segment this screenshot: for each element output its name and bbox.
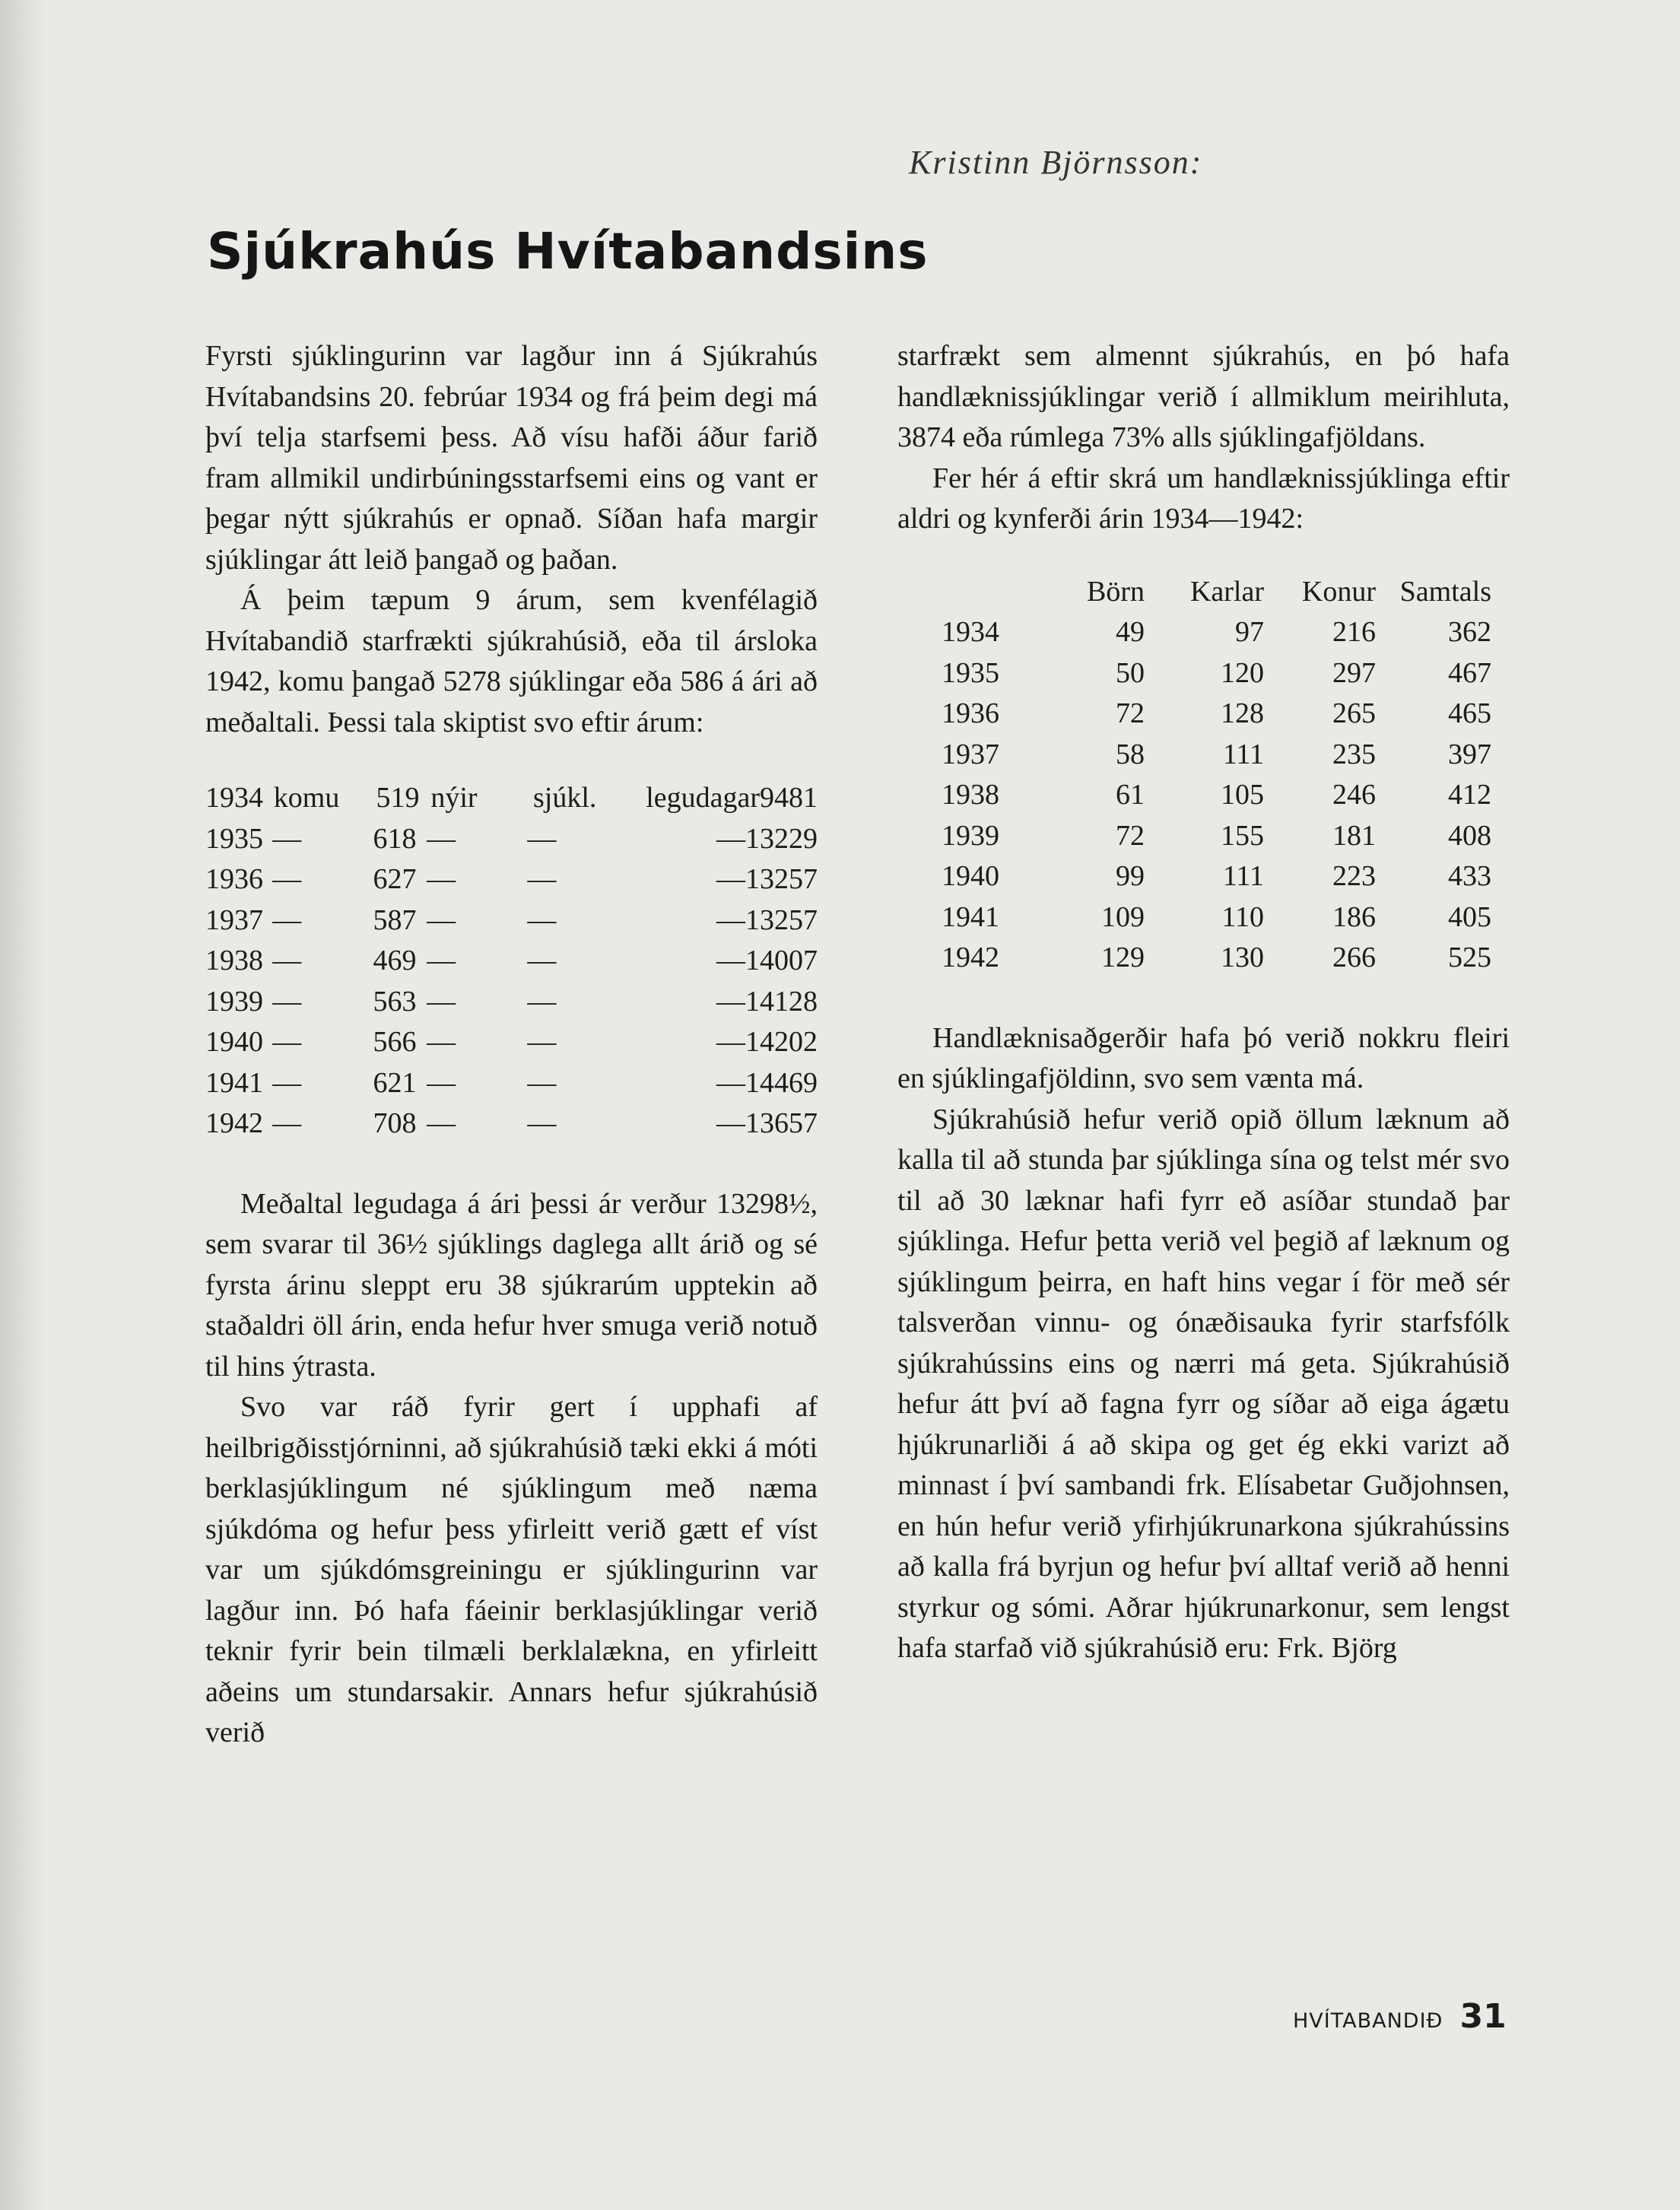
article-title: Sjúkrahús Hvítabandsins bbox=[207, 222, 929, 281]
table-cell: 111 bbox=[1222, 860, 1264, 892]
table-cell: 50 bbox=[1116, 656, 1145, 689]
paragraph: Á þeim tæpum 9 árum, sem kvenfélagið Hvítabandið starfrækti sjúkrahúsið, eða til ársloka 1942, komu þangað 5278 sjúklingar eða 586 á ári að meðaltali. Þessi tala skiptist svo eftir árum: bbox=[205, 584, 818, 738]
row-year: 1941 bbox=[942, 900, 999, 933]
paragraph: Fyrsti sjúklingurinn var lagður inn á Sjúkrahús Hvítabandsins 20. febrúar 1934 og frá þeim degi má því telja starfsemi þess. Að vísu hafði áður farið fram allmikil undirbúningsstarfsemi eins og vant er þegar nýtt sjúkrahús er opnað. Síðan hafa margir sjúklingar átt leið þangað og þaðan. bbox=[205, 340, 818, 576]
right-column bbox=[897, 336, 1510, 1669]
table-cell: 97 bbox=[1235, 616, 1264, 648]
paragraph: starfrækt sem almennt sjúkrahús, en þó hafa handlæknissjúklingar verið í allmiklum meirihluta, 3874 eða rúmlega 73% alls sjúklingafjöldans. bbox=[897, 340, 1510, 453]
table-cell: 408 bbox=[1448, 819, 1491, 852]
column-header: Karlar bbox=[1189, 575, 1264, 608]
page-footer bbox=[1293, 1997, 1507, 2036]
table-cell: 99 bbox=[1116, 860, 1145, 892]
table-cell: 467 bbox=[1448, 656, 1491, 689]
row-year: 1939 bbox=[942, 819, 999, 852]
page-gutter bbox=[0, 0, 46, 2210]
table-cell: 265 bbox=[1332, 697, 1376, 729]
table-cell: 405 bbox=[1448, 900, 1491, 933]
list-item: 1934 komu 519 nýir sjúkl. legudagar 9481 bbox=[205, 782, 818, 814]
list-item: 1939 — 563 — — — 14128 bbox=[205, 985, 818, 1018]
table-row bbox=[897, 856, 1491, 897]
table-cell: 181 bbox=[1332, 819, 1376, 852]
list-item: 1941 — 621 — — — 14469 bbox=[205, 1066, 818, 1099]
table-cell: 110 bbox=[1221, 900, 1264, 933]
table-cell: 105 bbox=[1221, 779, 1264, 811]
table-row bbox=[897, 816, 1491, 857]
table-cell: 111 bbox=[1222, 738, 1264, 770]
list-item: 1938 — 469 — — — 14007 bbox=[205, 945, 818, 976]
table-cell: 130 bbox=[1221, 941, 1264, 973]
table-row bbox=[897, 612, 1491, 653]
list-item: 1935 — 618 — — — 13229 bbox=[205, 822, 818, 855]
row-year: 1940 bbox=[942, 860, 999, 892]
table-row bbox=[897, 694, 1491, 735]
column-header: Samtals bbox=[1399, 575, 1491, 608]
admissions-list bbox=[205, 778, 818, 1145]
column-header: Börn bbox=[1087, 575, 1145, 608]
paragraph: Svo var ráð fyrir gert í upphafi af heilbrigðisstjórninni, að sjúkrahúsið tæki ekki á móti berklasjúklingum né sjúklingum með næma sjúkdóma og hefur þess yfirleitt verið gætt ef víst var um sjúkdómsgreiningu er sjúklingurinn var lagður inn. Þó hafa fáeinir berklasjúklingar verið teknir fyrir bein tilmæli berklalækna, en yfirleitt aðeins um stundarsakir. Annars hefur sjúkrahúsið verið bbox=[205, 1391, 818, 1748]
table-cell: 109 bbox=[1101, 900, 1145, 933]
table-cell: 49 bbox=[1116, 616, 1145, 648]
table-cell: 433 bbox=[1448, 860, 1491, 892]
paragraph: Meðaltal legudaga á ári þessi ár verður 13298½, sem svarar til 36½ sjúklings daglega allt árið og sé fyrsta árinu sleppt eru 38 sjúkrarúm upptekin að staðaldri öll árin, enda hefur hver smuga verið notuð til hins ýtrasta. bbox=[205, 1187, 818, 1383]
surgical-patients-table bbox=[897, 572, 1491, 979]
table-cell: 362 bbox=[1448, 616, 1491, 648]
table-cell: 525 bbox=[1448, 941, 1491, 973]
table-cell: 246 bbox=[1332, 779, 1376, 811]
table-row bbox=[897, 938, 1491, 979]
table-cell: 129 bbox=[1101, 941, 1145, 973]
table-cell: 235 bbox=[1332, 738, 1376, 770]
table-cell: 465 bbox=[1448, 697, 1491, 729]
paragraph: Handlæknisaðgerðir hafa þó verið nokkru fleiri en sjúklingafjöldinn, svo sem vænta má. bbox=[897, 1021, 1510, 1094]
row-year: 1942 bbox=[942, 941, 999, 973]
table-cell: 58 bbox=[1116, 738, 1145, 770]
table-cell: 223 bbox=[1332, 860, 1376, 892]
list-item: 1940 — 566 — — — 14202 bbox=[205, 1026, 818, 1058]
table-cell: 412 bbox=[1448, 779, 1491, 811]
table-cell: 128 bbox=[1221, 697, 1264, 729]
table-cell: 297 bbox=[1332, 656, 1376, 689]
left-column bbox=[205, 336, 818, 1754]
row-year: 1938 bbox=[942, 779, 999, 811]
page-number: 31 bbox=[1459, 1997, 1507, 2036]
row-year: 1934 bbox=[942, 616, 999, 648]
table-row bbox=[897, 775, 1491, 816]
table-cell: 72 bbox=[1116, 819, 1145, 852]
list-item: 1937 — 587 — — — 13257 bbox=[205, 903, 818, 936]
table-cell: 397 bbox=[1448, 738, 1491, 770]
table-cell: 186 bbox=[1332, 900, 1376, 933]
table-cell: 216 bbox=[1332, 616, 1376, 648]
table-row bbox=[897, 735, 1491, 776]
list-item: 1936 — 627 — — — 13257 bbox=[205, 863, 818, 895]
table-cell: 72 bbox=[1116, 697, 1145, 729]
list-item: 1942 — 708 — — — 13657 bbox=[205, 1107, 818, 1139]
paragraph: Sjúkrahúsið hefur verið opið öllum læknum að kalla til að stunda þar sjúklinga sína og telst mér svo til að 30 læknar hafi fyrr eð asíðar stundað þar sjúklinga. Hefur þetta verið vel þegið af læknum og sjúklingum þeirra, en haft hins vegar í för með sér talsverðan vinnu- og ónæðisauka fyrir starfsfólk sjúkrahússins eins og nærri má geta. Sjúkrahúsið hefur átt því að fagna fyrr og síðar að eiga ágætu hjúkrunarliði á að skipa og get ég ekki varizt að minnast í því sambandi frk. Elísabetar Guðjohnsen, en hún hefur verið yfirhjúkrunarkona sjúkrahússins að kalla frá byrjun og hefur því alltaf verið að henni styrkur og sómi. Aðrar hjúkrunarkonur, sem lengst hafa starfað við sjúkrahúsið eru: Frk. Björg bbox=[897, 1103, 1510, 1664]
table-header-row bbox=[897, 572, 1491, 613]
table-row bbox=[897, 653, 1491, 694]
row-year: 1936 bbox=[942, 697, 999, 729]
author-byline: Kristinn Björnsson: bbox=[909, 144, 1203, 181]
paragraph: Fer hér á eftir skrá um handlæknissjúklinga eftir aldri og kynferði árin 1934—1942: bbox=[897, 462, 1510, 535]
column-header: Konur bbox=[1301, 575, 1376, 608]
row-year: 1937 bbox=[942, 738, 999, 770]
table-row bbox=[897, 897, 1491, 938]
table-cell: 120 bbox=[1221, 656, 1264, 689]
row-year: 1935 bbox=[942, 656, 999, 689]
magazine-name: HVÍTABANDIÐ bbox=[1293, 2009, 1443, 2033]
table-cell: 155 bbox=[1221, 819, 1264, 852]
table-cell: 61 bbox=[1116, 779, 1145, 811]
table-cell: 266 bbox=[1332, 941, 1376, 973]
